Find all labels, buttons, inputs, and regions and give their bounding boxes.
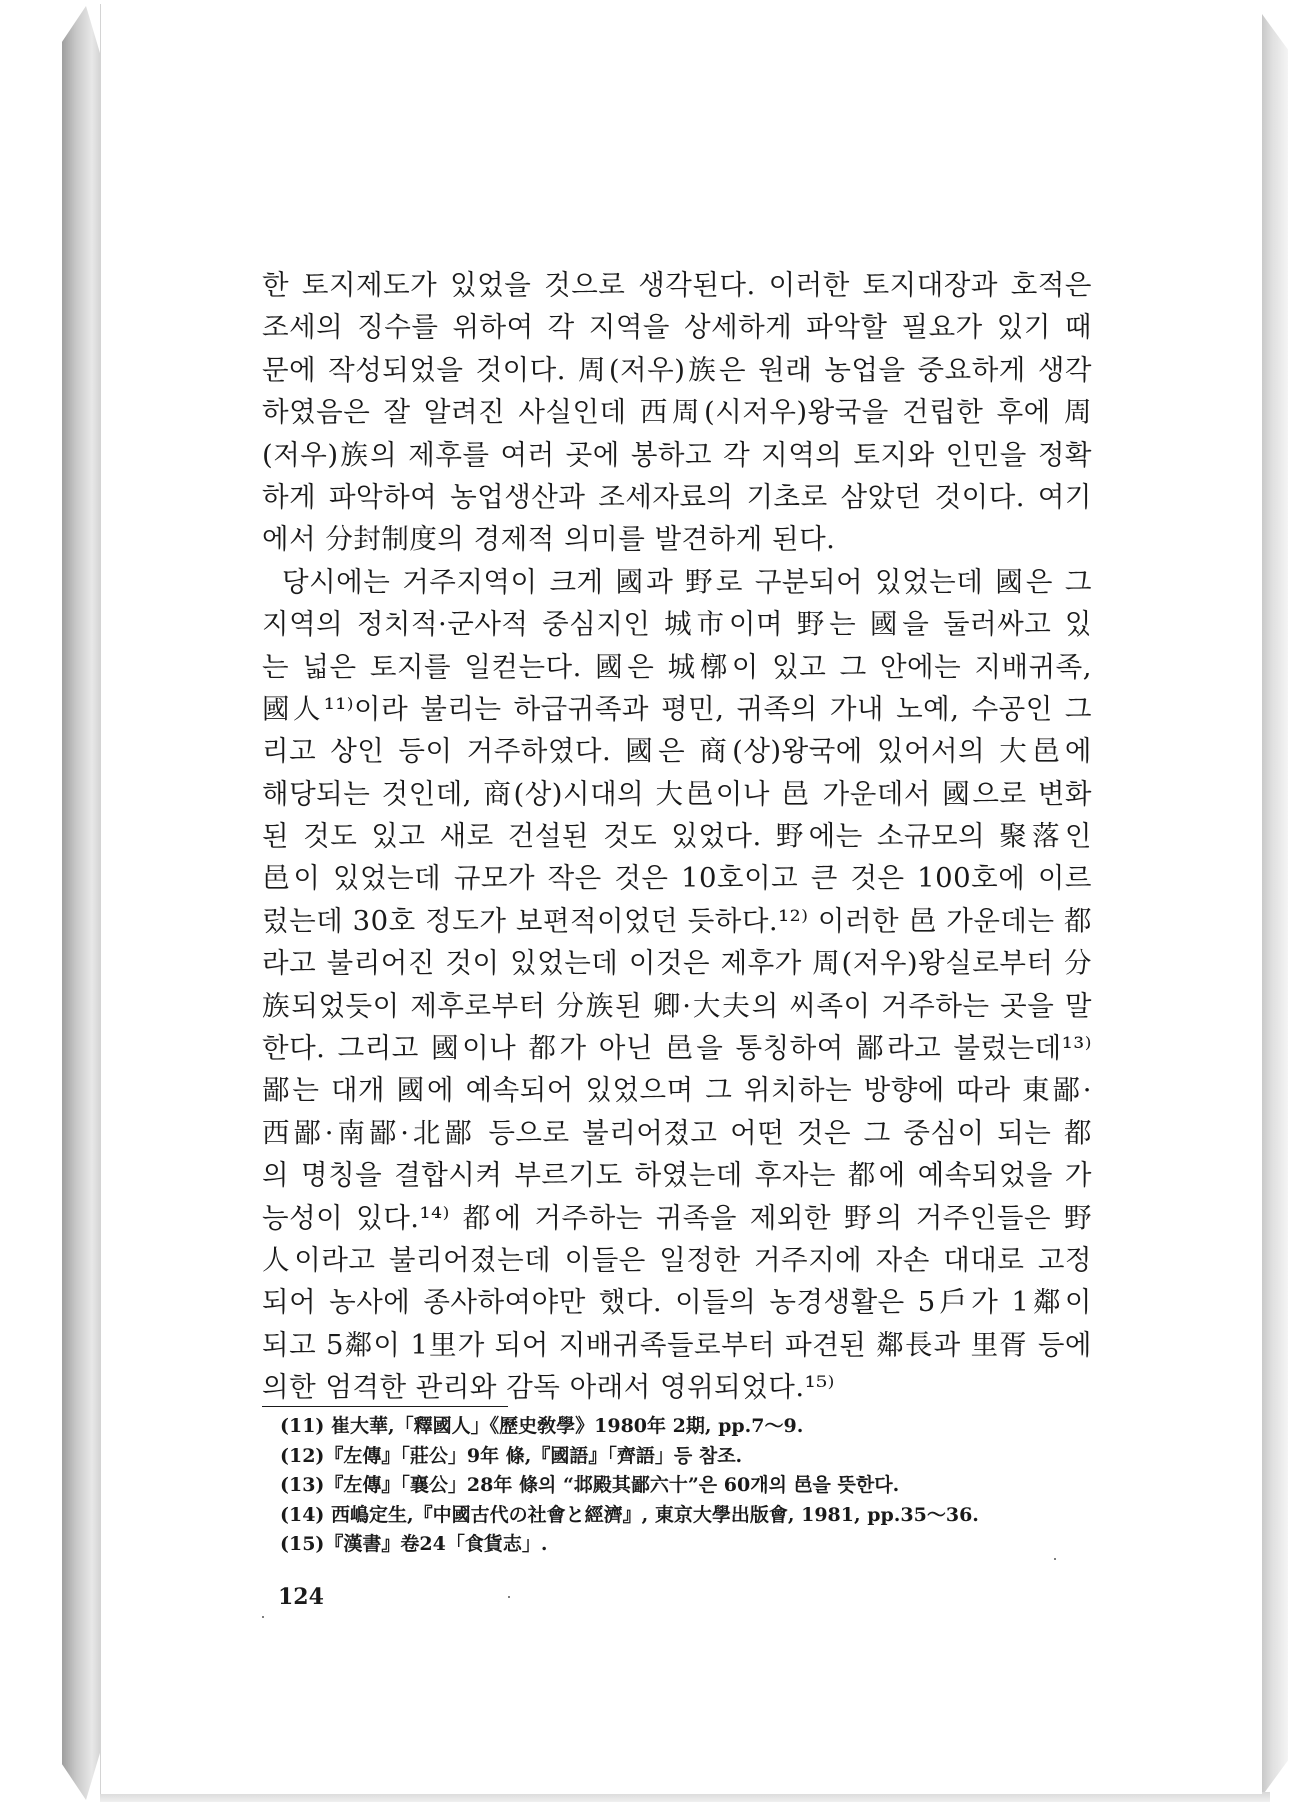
body-line: 된 것도 있고 새로 건설된 것도 있었다. 野에는 소규모의 聚落인 [262,820,1092,853]
body-line: (저우)族의 제후를 여러 곳에 봉하고 각 지역의 토지와 인민을 정확 [262,438,1092,471]
book-spine [62,6,102,1800]
body-line: 에서 分封制度의 경제적 의미를 발견하게 된다. [262,523,836,556]
body-line: 문에 작성되었을 것이다. 周(저우)族은 원래 농업을 중요하게 생각 [262,353,1092,386]
footnote: (15)『漢書』卷24「食貨志」. [280,1533,548,1555]
footnote: (12)『左傳』「莊公」9年 條,『國語』「齊語」등 참조. [280,1444,743,1467]
body-line: 해당되는 것인데, 商(상)시대의 大邑이나 邑 가운데서 國으로 변화 [262,777,1092,810]
footnote: (14) 西嶋定生,『中國古代の社會と經濟』, 東京大學出版會, 1981, pp.35～36. [280,1503,979,1526]
body-line: 의한 엄격한 관리와 감독 아래서 영위되었다.¹⁵⁾ [262,1371,835,1404]
body-line: 鄙는 대개 國에 예속되어 있었으며 그 위치하는 방향에 따라 東鄙· [262,1074,1092,1107]
footnote: (11) 崔大華,「釋國人」《歷史敎學》1980年 2期, pp.7～9. [280,1415,804,1437]
body-line: 리고 상인 등이 거주하였다. 國은 商(상)왕국에 있어서의 大邑에 [262,735,1092,768]
body-line: 지역의 정치적·군사적 중심지인 城市이며 野는 國을 둘러싸고 있 [262,608,1092,641]
body-line: 國人¹¹⁾이라 불리는 하급귀족과 평민, 귀족의 가내 노예, 수공인 그 [262,692,1092,725]
page-number: 124 [278,1584,324,1610]
body-line: 되고 5鄰이 1里가 되어 지배귀족들로부터 파견된 鄰長과 里胥 등에 [262,1328,1092,1361]
body-line: 한다. 그리고 國이나 都가 아닌 邑을 통칭하여 鄙라고 불렀는데¹³⁾ [262,1032,1092,1065]
body-text [262,264,1092,1409]
dust-speck [262,1616,264,1618]
body-line: 능성이 있다.¹⁴⁾ 都에 거주하는 귀족을 제외한 野의 거주인들은 野 [262,1201,1092,1234]
body-line: 人이라고 불리어졌는데 이들은 일정한 거주지에 자손 대대로 고정 [262,1243,1092,1276]
body-line: 한 토지제도가 있었을 것으로 생각된다. 이러한 토지대장과 호적은 [262,269,1092,301]
dust-speck [508,1596,510,1598]
dust-speck [1054,1558,1056,1560]
footnote-divider [262,1406,508,1407]
body-line: 邑이 있었는데 규모가 작은 것은 10호이고 큰 것은 100호에 이르 [262,862,1092,895]
body-line: 의 명칭을 결합시켜 부르기도 하였는데 후자는 都에 예속되었을 가 [262,1159,1092,1192]
body-line: 되어 농사에 종사하여야만 했다. 이들의 농경생활은 5戶가 1鄰이 [262,1286,1092,1319]
body-line: 하게 파악하여 농업생산과 조세자료의 기초로 삼았던 것이다. 여기 [262,480,1092,513]
body-line: 라고 불리어진 것이 있었는데 이것은 제후가 周(저우)왕실로부터 分 [262,947,1092,980]
body-line: 렀는데 30호 정도가 보편적이었던 듯하다.¹²⁾ 이러한 邑 가운데는 都 [262,904,1092,937]
footnotes [280,1412,1100,1560]
body-line: 당시에는 거주지역이 크게 國과 野로 구분되어 있었는데 國은 그 [282,565,1092,598]
body-line: 族되었듯이 제후로부터 分族된 卿·大夫의 씨족이 거주하는 곳을 말 [262,989,1092,1022]
body-line: 조세의 징수를 위하여 각 지역을 상세하게 파악할 필요가 있기 때 [262,311,1092,344]
body-line: 西鄙·南鄙·北鄙 등으로 불리어졌고 어떤 것은 그 중심이 되는 都 [262,1116,1092,1149]
body-line: 하였음은 잘 알려진 사실인데 西周(시저우)왕국을 건립한 후에 周 [262,396,1092,429]
page-right-edge [1262,14,1288,1796]
body-line: 는 넓은 토지를 일컫는다. 國은 城槨이 있고 그 안에는 지배귀족, [262,650,1092,683]
footnote: (13)『左傳』「襄公」28年 條의 “邶殿其鄙六十”은 60개의 邑을 뜻한다. [280,1474,900,1496]
